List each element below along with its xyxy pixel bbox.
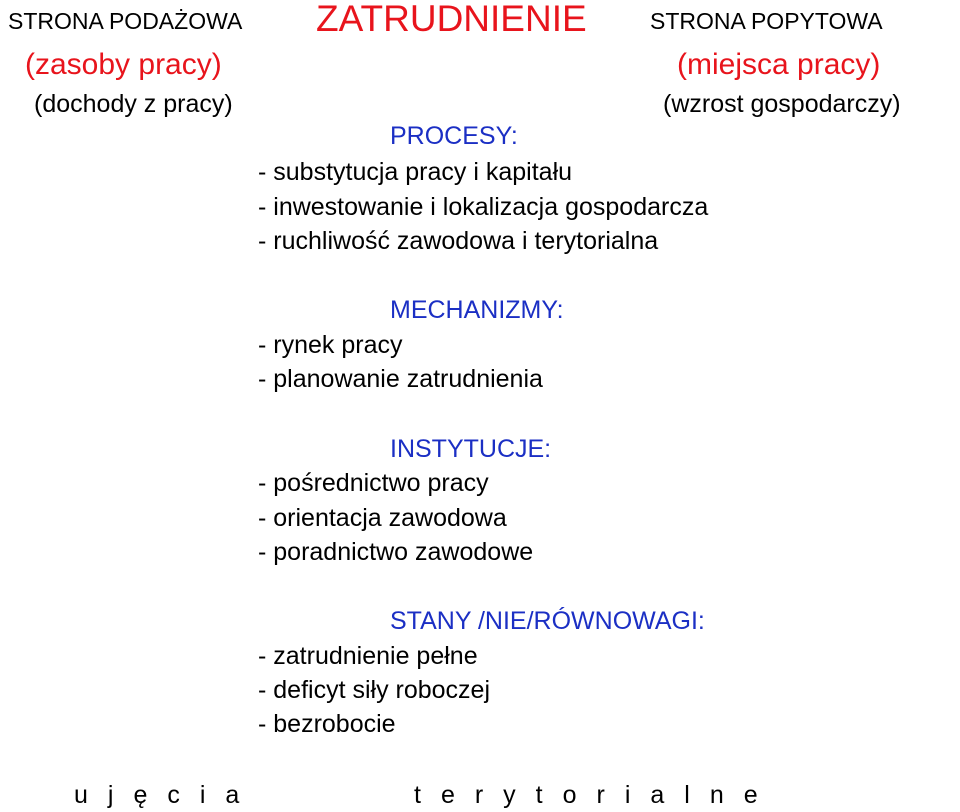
supply-subtitle-income: (dochody z pracy) — [34, 90, 233, 118]
demand-side-label: STRONA POPYTOWA — [650, 8, 883, 34]
list-item: - pośrednictwo pracy — [258, 469, 489, 497]
list-item: - substytucja pracy i kapitału — [258, 158, 573, 186]
section-heading-states: STANY /NIE/RÓWNOWAGI: — [390, 607, 705, 635]
list-item: - rynek pracy — [258, 331, 403, 359]
list-item: - poradnictwo zawodowe — [258, 538, 534, 566]
list-item: - orientacja zawodowa — [258, 504, 507, 532]
supply-subtitle-labor-resources: (zasoby pracy) — [25, 48, 222, 81]
section-heading-processes: PROCESY: — [390, 122, 518, 150]
section-heading-mechanisms: MECHANIZMY: — [390, 296, 564, 324]
list-item: - ruchliwość zawodowa i terytorialna — [258, 227, 659, 255]
supply-side-label: STRONA PODAŻOWA — [8, 8, 243, 34]
list-item: - inwestowanie i lokalizacja gospodarcza — [258, 193, 709, 221]
list-item: - deficyt siły roboczej — [258, 676, 491, 704]
list-item: - zatrudnienie pełne — [258, 642, 478, 670]
demand-subtitle-growth: (wzrost gospodarczy) — [663, 90, 901, 118]
section-heading-institutions: INSTYTUCJE: — [390, 435, 552, 463]
footer-text-right: terytorialne — [414, 781, 778, 809]
footer-text-left: ujęcia — [74, 781, 260, 809]
list-item: - bezrobocie — [258, 710, 396, 738]
list-item: - planowanie zatrudnienia — [258, 365, 543, 393]
demand-subtitle-workplaces: (miejsca pracy) — [677, 48, 881, 81]
page-title: ZATRUDNIENIE — [316, 0, 587, 39]
